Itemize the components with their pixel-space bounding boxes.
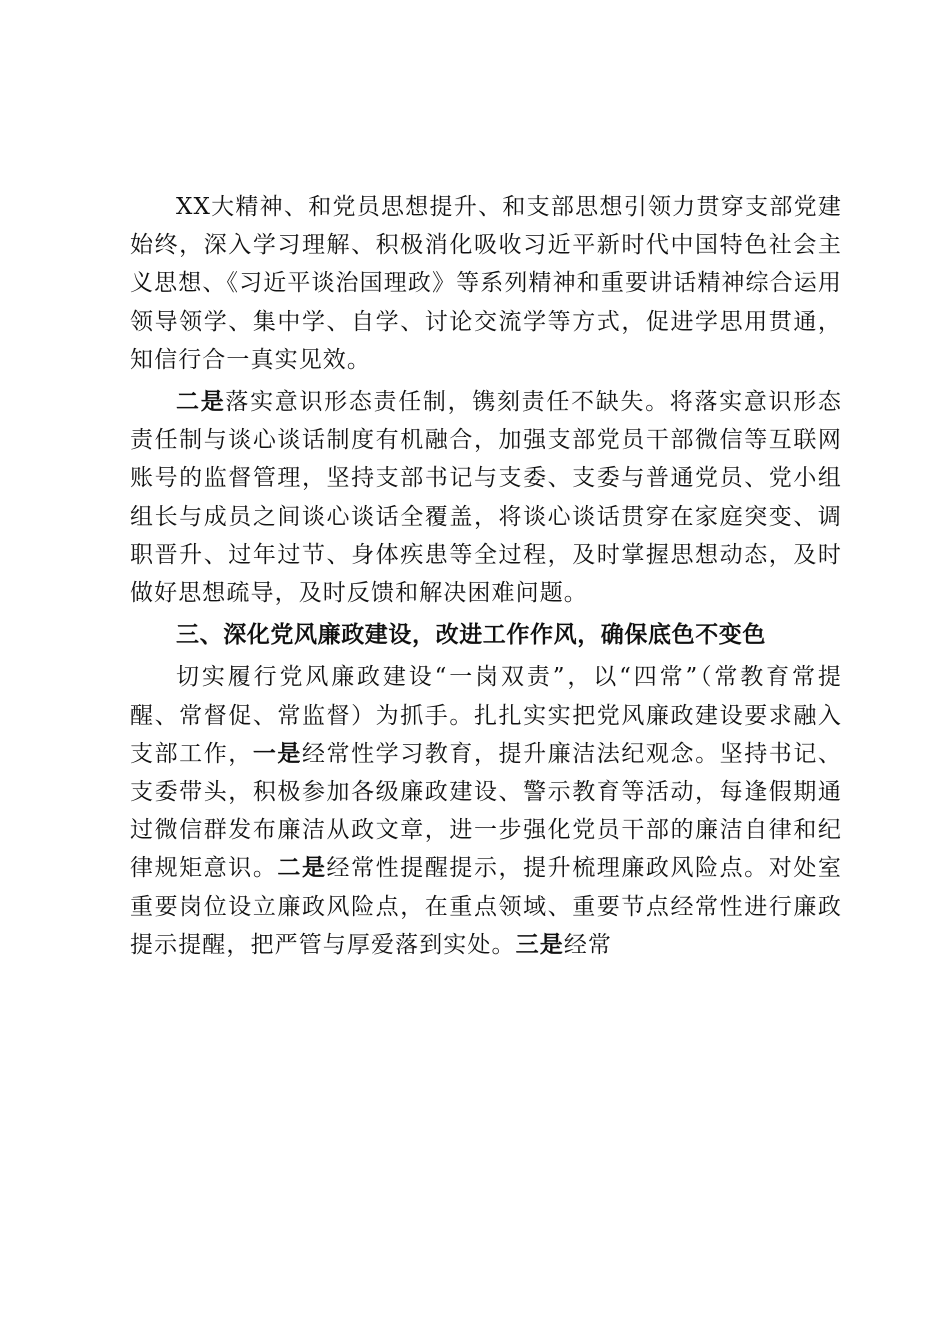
paragraph-ideology-responsibility: [130, 383, 842, 612]
paragraph-clean-governance: [130, 658, 842, 964]
paragraph-lead-1: 一是: [252, 740, 302, 767]
paragraph-text-2: 经常性提醒提示，提升梳理廉政风险点。对处室重要岗位设立廉政风险点，在重点领域、重要节点经常性进行廉政提示提醒，把严管与厚爱落到实处。: [130, 855, 842, 958]
paragraph-text-1: 经常性学习教育，提升廉洁法纪观念。坚持书记、支委带头，积极参加各级廉政建设、警示教育等活动，每逢假期通过微信群发布廉洁从政文章，进一步强化党员干部的廉洁自律和纪律规矩意识。: [130, 740, 843, 882]
paragraph-text: XX大精神、和党员思想提升、和支部思想引领力贯穿支部党建始终，深入学习理解、积极消化吸收习近平新时代中国特色社会主义思想、《习近平谈治国理政》等系列精神和重要讲话精神综合运用领导领学、集中学、自学、讨论交流学等方式，促进学思用贯通，知信行合一真实见效。: [130, 194, 842, 373]
paragraph-text: 落实意识形态责任制，镌刻责任不缺失。将落实意识形态责任制与谈心谈话制度有机融合，加强支部党员干部微信等互联网账号的监督管理，坚持支部书记与支委、支委与普通党员、党小组组长与成员之间谈心谈话全覆盖，将谈心谈话贯穿在家庭突变、调职晋升、过年过节、身体疾患等全过程，及时掌握思想动态，及时做好思想疏导，及时反馈和解决困难问题。: [130, 389, 843, 607]
paragraph-lead-2: 二是: [277, 855, 327, 882]
paragraph-lead-3: 三是: [515, 931, 564, 958]
paragraph-text-3: 经常: [563, 931, 613, 958]
paragraph-intro: 切实履行党风廉政建设“一岗双责”，以“四常”（常教育常提醒、常督促、常监督）为抓手。扎扎实实把党风廉政建设要求融入支部工作，: [130, 664, 842, 767]
section-heading: 三、深化党风廉政建设，改进工作作风，确保底色不变色: [176, 622, 766, 649]
paragraph-lead: 二是: [176, 389, 226, 416]
paragraph-study-thought: [130, 188, 842, 379]
document-page: [130, 188, 842, 968]
